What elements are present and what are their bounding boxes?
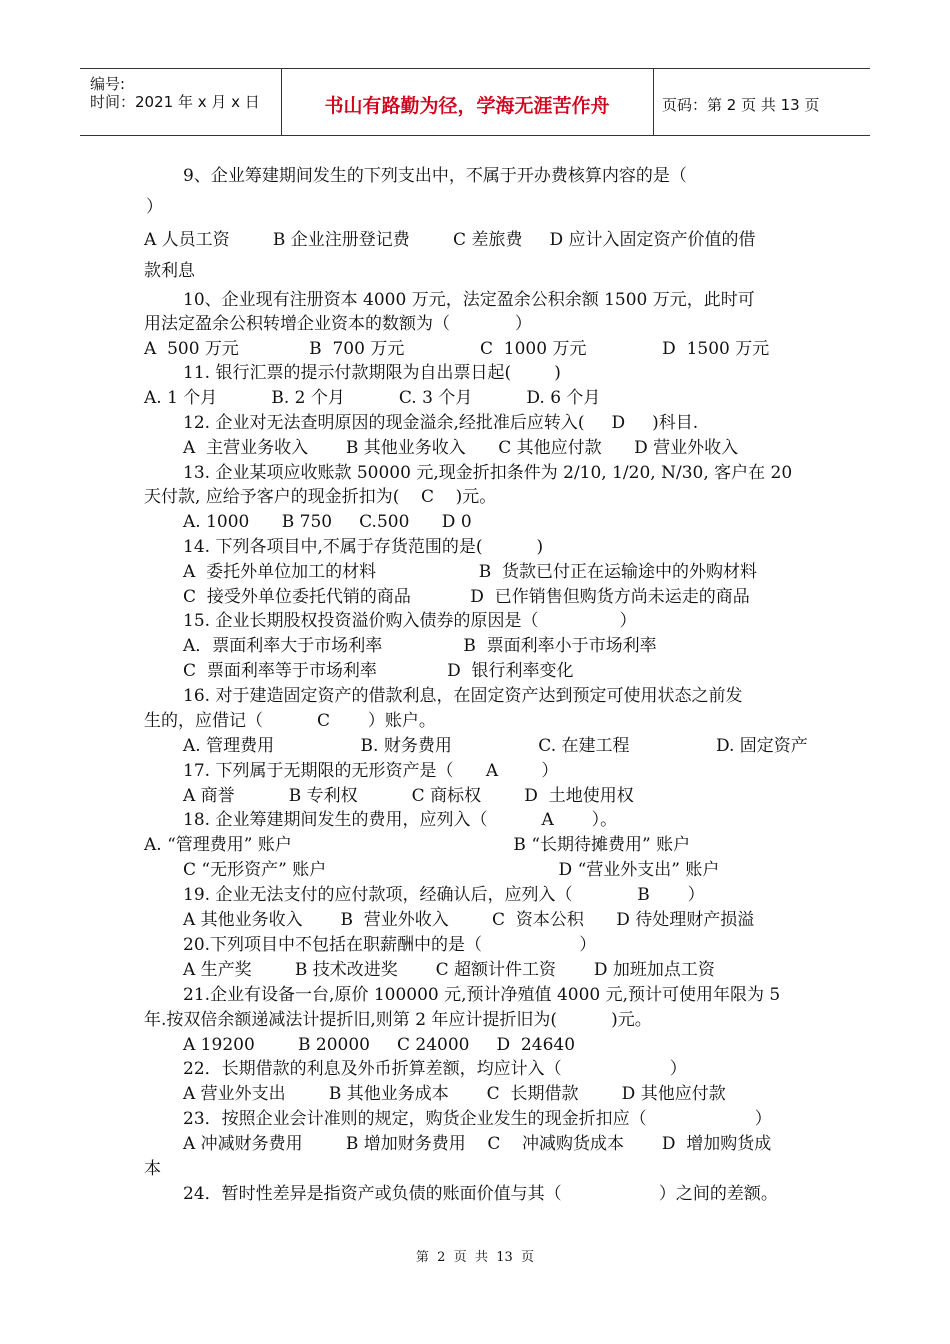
text-line: 20.下列项目中不包括在职薪酬中的是（ ） [183, 935, 597, 955]
page-footer: 第 2 页 共 13 页 [415, 1250, 535, 1265]
text-line: 15. 企业长期股权投资溢价购入债券的原因是（ ） [183, 611, 637, 631]
text-line: 10、企业现有注册资本 4000 万元，法定盈余公积余额 1500 万元，此时可 [183, 290, 755, 310]
text-line: 年.按双倍余额递减法计提折旧,则第 2 年应计提折旧为( )元。 [144, 1010, 652, 1030]
text-line: ） [146, 197, 163, 217]
header-right-cell [654, 69, 870, 135]
text-line: 用法定盈余公积转增企业资本的数额为（ ） [144, 314, 532, 334]
time-label: 时间：2021 年 x 月 x 日 [90, 93, 260, 111]
motto-text: 书山有路勤为径，学海无涯苦作舟 [324, 95, 610, 117]
text-line: A 500 万元 B 700 万元 C 1000 万元 D 1500 万元 [144, 339, 770, 359]
text-line: 23．按照企业会计准则的规定，购货企业发生的现金折扣应（ ） [183, 1109, 772, 1129]
text-line: A．票面利率大于市场利率 B 票面利率小于市场利率 [183, 636, 657, 656]
text-line: A 营业外支出 B 其他业务成本 C 长期借款 D 其他应付款 [183, 1084, 726, 1104]
text-line: A 委托外单位加工的材料 B 货款已付正在运输途中的外购材料 [183, 562, 758, 582]
text-line: 24．暂时性差异是指资产或负债的账面价值与其（ ）之间的差额。 [183, 1184, 778, 1204]
text-line: 11. 银行汇票的提示付款期限为自出票日起( ) [183, 363, 561, 383]
page-header [80, 68, 870, 136]
text-line: C 接受外单位委托代销的商品 D 已作销售但购货方尚未运走的商品 [183, 587, 750, 607]
text-line: A. 管理费用 B. 财务费用 C. 在建工程 D. 固定资产 [183, 736, 808, 756]
text-line: A. 1000 B 750 C.500 D 0 [183, 512, 472, 532]
text-line: A 19200 B 20000 C 24000 D 24640 [183, 1035, 576, 1055]
text-line: A. “管理费用” 账户 B “长期待摊费用” 账户 [144, 835, 691, 855]
text-line: 13. 企业某项应收账款 50000 元,现金折扣条件为 2/10, 1/20, N/30, 客户在 20 [183, 463, 793, 483]
text-line: C 票面利率等于市场利率 D 银行利率变化 [183, 661, 574, 681]
header-left-cell [80, 69, 282, 135]
number-label: 编号: [90, 75, 126, 93]
text-line: A 人员工资 B 企业注册登记费 C 差旅费 D 应计入固定资产价值的借 [144, 230, 756, 250]
text-line: 款利息 [144, 261, 195, 281]
text-line: 天付款, 应给予客户的现金折扣为( C )元。 [144, 487, 497, 507]
text-line: A 生产奖 B 技术改进奖 C 超额计件工资 D 加班加点工资 [183, 960, 715, 980]
text-line: A. 1 个月 B. 2 个月 C. 3 个月 D. 6 个月 [144, 388, 601, 408]
text-line: 12. 企业对无法查明原因的现金溢余,经批准后应转入( D )科目. [183, 413, 699, 433]
text-line: 19. 企业无法支付的应付款项，经确认后，应列入（ B ） [183, 885, 705, 905]
text-line: 16. 对于建造固定资产的借款利息，在固定资产达到预定可使用状态之前发 [183, 686, 743, 706]
text-line: 本 [144, 1159, 161, 1179]
text-line: 21.企业有设备一台,原价 100000 元,预计净殖值 4000 元,预计可使用年限为 5 [183, 985, 781, 1005]
text-line: A 主营业务收入 B 其他业务收入 C 其他应付款 D 营业外收入 [183, 438, 739, 458]
text-line: A 其他业务收入 B 营业外收入 C 资本公积 D 待处理财产损溢 [183, 910, 755, 930]
text-line: 17. 下列属于无期限的无形资产是（ A ） [183, 761, 559, 781]
page-info: 页码：第 2 页 共 13 页 [662, 96, 820, 114]
text-line: 18. 企业筹建期间发生的费用，应列入（ A ）。 [183, 810, 618, 830]
text-line: C “无形资产” 账户 D “营业外支出” 账户 [183, 860, 720, 880]
text-line: 生的，应借记（ C ）账户。 [144, 711, 436, 731]
text-line: A 冲减财务费用 B 增加财务费用 C 冲减购货成本 D 增加购货成 [183, 1134, 772, 1154]
text-line: 14. 下列各项目中,不属于存货范围的是( ) [183, 537, 544, 557]
text-line: 22．长期借款的利息及外币折算差额，均应计入（ ） [183, 1059, 687, 1079]
text-line: A 商誉 B 专利权 C 商标权 D 土地使用权 [183, 786, 634, 806]
text-line: 9、企业筹建期间发生的下列支出中，不属于开办费核算内容的是（ [183, 166, 687, 186]
header-motto-cell [281, 69, 654, 135]
